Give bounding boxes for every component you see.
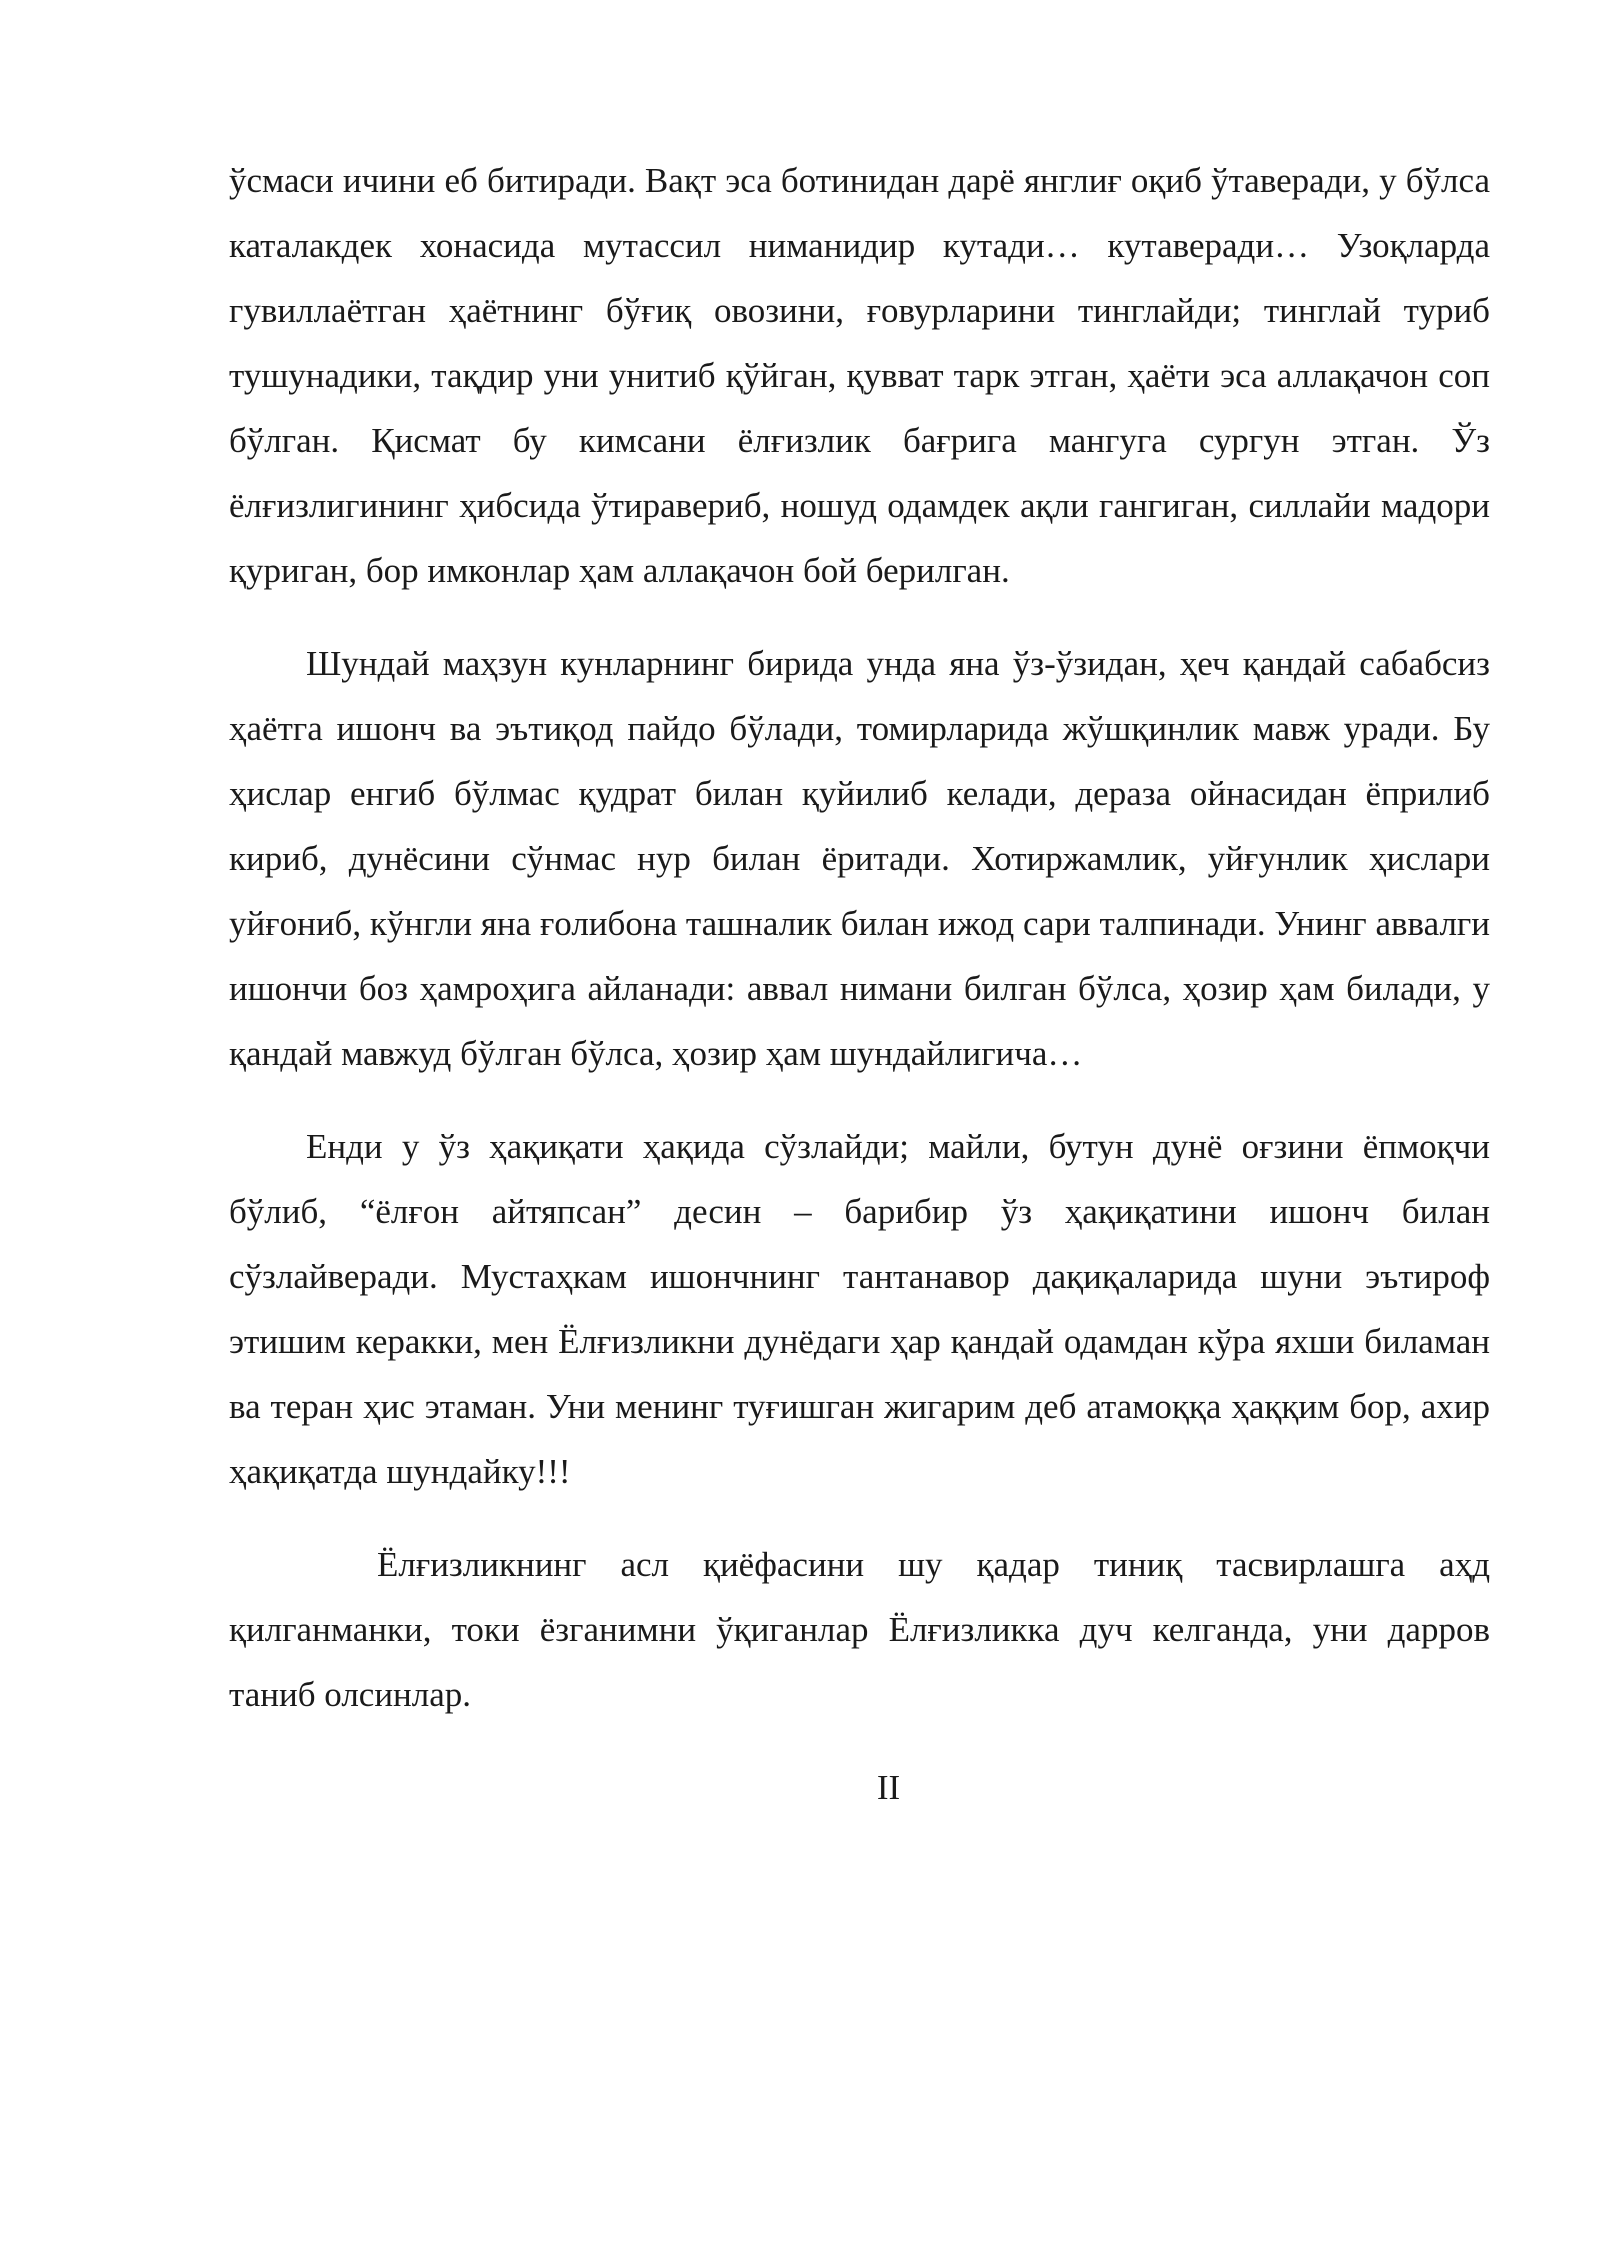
paragraph-4: Ёлғизликнинг асл қиёфасини шу қадар тиниқ тасвирлашга аҳд қилганманки, токи ёзганимни ўқиганлар Ёлғизликка дуч келганда, уни дарров таниб олсинлар. xyxy=(229,1545,1490,1714)
document-body xyxy=(229,148,1490,1820)
section-number: II xyxy=(876,1768,901,1807)
paragraph-3: Енди у ўз ҳақиқати ҳақида сўзлайди; майли, бутун дунё оғзини ёпмоқчи бўлиб, “ёлғон айтяпсан” десин – барибир ўз ҳақиқатини ишонч билан сўзлайверади. Мустаҳкам ишончнинг тантанавор дақиқаларида шуни эътироф этишим керакки, мен Ёлғизликни дунёдаги ҳар қандай одамдан кўра яхши биламан ва теран ҳис этаман. Уни менинг туғишган жигарим деб атамоққа ҳаққим бор, ахир ҳақиқатда шундайку!!! xyxy=(229,1127,1490,1491)
paragraph-2: Шундай маҳзун кунларнинг бирида унда яна ўз-ўзидан, ҳеч қандай сабабсиз ҳаётга ишонч ва эътиқод пайдо бўлади, томирларида жўшқинлик мавж уради. Бу ҳислар енгиб бўлмас қудрат билан қуйилиб келади, дераза ойнасидан ёприлиб кириб, дунёсини сўнмас нур билан ёритади. Хотиржамлик, уйғунлик ҳислари уйғониб, кўнгли яна ғолибона ташналик билан ижод сари талпинади. Унинг аввалги ишончи боз ҳамроҳига айланади: аввал нимани билган бўлса, ҳозир ҳам билади, у қандай мавжуд бўлган бўлса, ҳозир ҳам шундайлигича… xyxy=(229,644,1490,1073)
paragraph-1: ўсмаси ичини еб битиради. Вақт эса ботинидан дарё янглиғ оқиб ўтаверади, у бўлса каталакдек хонасида мутассил ниманидир кутади… кутаверади… Узоқларда гувиллаётган ҳаётнинг бўғиқ овозини, ғовурларини тинглайди; тинглай туриб тушунадики, тақдир уни унитиб қўйган, қувват тарк этган, ҳаёти эса аллақачон соп бўлган. Қисмат бу кимсани ёлғизлик бағрига мангуга сургун этган. Ўз ёлғизлигининг ҳибсида ўтиравериб, ношуд одамдек ақли гангиган, силлайи мадори қуриган, бор имконлар ҳам аллақачон бой берилган. xyxy=(229,161,1490,590)
